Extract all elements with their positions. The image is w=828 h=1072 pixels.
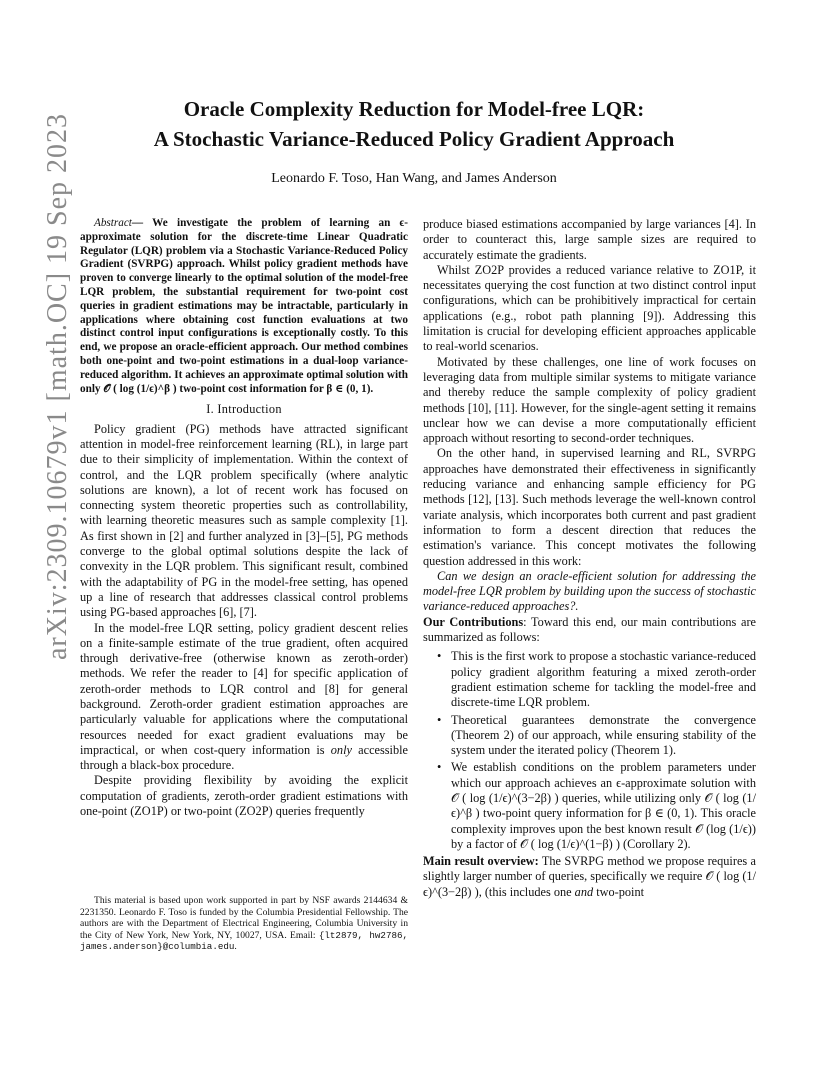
main-result-overview bbox=[423, 854, 756, 900]
main-result-text: The SVRPG method we propose requires a slightly larger number of queries, specifically we require 𝒪 ( log (1/ϵ)^(3−2β) ), (this includes one bbox=[423, 854, 756, 899]
intro-paragraph-1: Policy gradient (PG) methods have attracted significant attention in model-free reinforcement learning (RL), in large part due to their simplicity of implementation. Within the context of control, and the LQR problem specifically (where analytic solutions are known), a lot of recent work has focused on connecting system theoretic properties such as controllability, with learning theoretic measures such as sample complexity [1]. As first shown in [2] and further analyzed in [3]–[5], PG methods converge to the global optimal solutions despite the lack of convexity in the LQR problem. This significant result, combined with the adaptability of PG in the model-free setting, has opened up a line of research that addresses classical control problems using PG-based approaches [6], [7]. bbox=[80, 421, 408, 620]
footnote-end: . bbox=[234, 941, 237, 953]
main-result-tail: two-point bbox=[593, 884, 645, 899]
contribution-item: • Theoretical guarantees demonstrate the convergence (Theorem 2) of our approach, while ensuring stability of the system under the iterated policy (Theorem 1). bbox=[451, 713, 756, 759]
intro-paragraph-2-text: In the model-free LQR setting, policy gradient descent relies on a finite-sample estimate of the true gradient, often acquired through derivative-free (otherwise known as zeroth-order) methods. We refer the reader to [4] for specific application of zeroth-order methods to LQR control and [8] for general background. Zeroth-order gradient estimation approaches are particularly valuable for applications where the computational resources needed for exact gradient evaluations may be impractical, or when cost-query information is bbox=[80, 620, 408, 757]
left-column bbox=[80, 217, 408, 819]
footnote-text: This material is based upon work supported in part by NSF awards 2144634 & 2231350. Leonardo F. Toso is funded by the Columbia Presidential Fellowship. The authors are with the Department of Electrical Engineering, Columbia University in the City of New York, New York, NY, 10027, USA. Email: bbox=[80, 895, 408, 941]
research-question: Can we design an oracle-efficient solution for addressing the model-free LQR problem by building upon the success of stochastic variance-reduced approaches?. bbox=[423, 568, 756, 614]
right-paragraph-1: produce biased estimations accompanied by large variances [4]. In order to counteract this, large sample sizes are required to accurately estimate the gradients. bbox=[423, 217, 756, 262]
intro-paragraph-2-tail: accessible through a black-box procedure. bbox=[80, 742, 409, 773]
contribution-item: • This is the first work to propose a stochastic variance-reduced policy gradient algorithm featuring a mixed zeroth-order gradient estimation scheme for tackling the model-free and discrete-time LQR problem. bbox=[451, 649, 756, 710]
abstract-text: — We investigate the problem of learning an ϵ-approximate solution for the discrete-time Linear Quadratic Regulator (LQR) problem via a Stochastic Variance-Reduced Policy Gradient (SVRPG) approach. Whilst policy gradient methods have proven to converge linearly to the optimal solution of the model-free LQR problem, the substantial requirement for two-point cost queries in gradient estimations may be intractable, particularly in applications where obtaining cost function evaluations at two distinct control input configurations is exceptionally costly. To this end, we propose an oracle-efficient approach. Our method combines both one-point and two-point estimations in a dual-loop variance-reduced algorithm. It achieves an approximate optimal solution with only 𝒪 ( log (1/ϵ)^β ) two-point cost information for β ∈ (0, 1). bbox=[80, 217, 408, 395]
contributions-intro-text: : Toward this end, our main contributions are summarized as follows: bbox=[423, 614, 757, 645]
main-result-emphasis: and bbox=[574, 884, 594, 899]
paper-title bbox=[80, 94, 748, 154]
intro-paragraph-3: Despite providing flexibility by avoiding the explicit computation of gradients, zeroth-order gradient estimations with one-point (ZO1P) or two-point (ZO2P) queries frequently bbox=[80, 773, 408, 819]
main-result-label: Main result overview: bbox=[423, 854, 539, 869]
section-heading-introduction: I. Introduction bbox=[206, 402, 282, 417]
footnote-emails: {lt2879, hw2786, james.anderson}@columbia.edu bbox=[80, 929, 409, 953]
funding-footnote bbox=[80, 895, 408, 953]
contributions-intro bbox=[423, 615, 756, 646]
right-paragraph-3: Motivated by these challenges, one line of work focuses on leveraging data from multiple similar systems to mitigate variance and thereby reduce the sample complexity of policy gradient methods [10], [11]. However, for the single-agent setting it remains unclear how we can devise a more computationally efficient approach without resorting to second-order techniques. bbox=[423, 354, 756, 446]
title-line-1: Oracle Complexity Reduction for Model-free LQR: bbox=[183, 97, 645, 121]
contributions-label: Our Contributions bbox=[423, 614, 524, 629]
intro-paragraph-2-emphasis: only bbox=[330, 742, 352, 757]
title-line-2: A Stochastic Variance-Reduced Policy Gradient Approach bbox=[153, 127, 675, 151]
contributions-list bbox=[423, 649, 756, 852]
abstract bbox=[80, 217, 408, 396]
contribution-item: • We establish conditions on the problem parameters under which our approach achieves an ϵ-approximate solution with 𝒪 ( log (1/ϵ)^(3−2β) ) queries, while utilizing only 𝒪 ( log (1/ϵ)^β ) two-point query information for β ∈ (0, 1). This oracle complexity improves upon the best known result 𝒪 (log (1/ϵ)) by a factor of 𝒪 ( log (1/ϵ)^(1−β) ) (Corollary 2). bbox=[451, 760, 756, 852]
abstract-lead: Abstract bbox=[94, 217, 132, 229]
arxiv-identifier-stamp: arXiv:2309.10679v1 [math.OC] 19 Sep 2023 bbox=[42, 112, 73, 660]
right-column bbox=[423, 217, 756, 900]
author-list: Leonardo F. Toso, Han Wang, and James Anderson bbox=[271, 171, 557, 186]
intro-paragraph-2 bbox=[80, 621, 408, 774]
right-paragraph-2: Whilst ZO2P provides a reduced variance relative to ZO1P, it necessitates querying the cost function at two distinct control input configurations, which can be prohibitively impractical for certain applications (e.g., robot path planning [9]). Addressing this limitation is crucial for developing efficient approaches applicable to real-world scenarios. bbox=[423, 262, 756, 354]
right-paragraph-4: On the other hand, in supervised learning and RL, SVRPG approaches have demonstrated their effectiveness in significantly reducing variance and enhancing sample efficiency for PG methods [12], [13]. Such methods leverage the well-known control variate analysis, which incorporates both current and past gradient information to form a descent direction that reduces the estimation's variance. This concept motivates the following question addressed in this work: bbox=[423, 446, 756, 568]
